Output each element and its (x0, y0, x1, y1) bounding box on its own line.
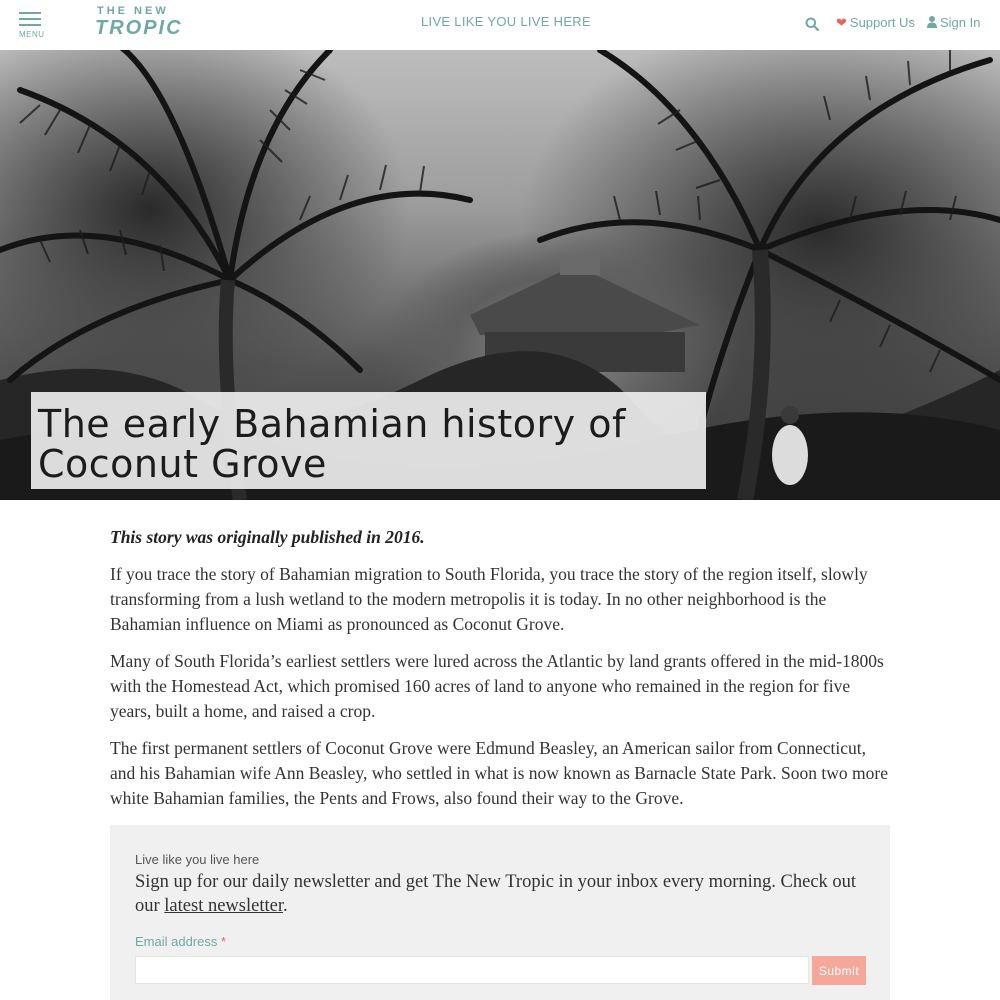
support-us-label: Support Us (849, 15, 915, 30)
publication-note: This story was originally published in 2016. (110, 527, 425, 547)
newsletter-text: Sign up for our daily newsletter and get The New Tropic in your inbox every morning. Check out our (135, 872, 857, 916)
newsletter-signup (110, 825, 890, 1000)
latest-newsletter-link[interactable]: latest newsletter (164, 896, 283, 916)
sign-in-label: Sign In (940, 15, 981, 30)
newsletter-description (135, 870, 865, 918)
menu-button[interactable] (19, 9, 45, 41)
newsletter-kicker: Live like you live here (135, 852, 260, 867)
user-icon (927, 16, 937, 31)
heart-icon: ❤ (836, 15, 847, 30)
article-paragraph: Many of South Florida’s earliest settlers were lured across the Atlantic by land grants offered in the mid-1800s with the Homestead Act, which promised 160 acres of land to anyone who remained in the region for five years, built a home, and raised a crop. (110, 651, 884, 721)
article-title: The early Bahamian history of Coconut Grove (38, 402, 626, 486)
menu-label: MENU (19, 30, 45, 39)
required-asterisk: * (221, 934, 227, 949)
search-icon[interactable] (805, 17, 819, 31)
site-logo[interactable] (95, 5, 183, 41)
article-paragraph: The first permanent settlers of Coconut Grove were Edmund Beasley, an American sailor from Connecticut, and his Bahamian wife Ann Beasley, who settled in what is now known as Barnacle State Park. Soon two more white Bahamian families, the Pents and Frows, also found their way to the Grove. (110, 738, 888, 808)
logo-line-2: TROPIC (95, 17, 183, 39)
hamburger-icon (19, 12, 41, 14)
newsletter-text-end: . (282, 896, 288, 916)
email-field[interactable] (135, 956, 809, 984)
email-field-label (135, 934, 226, 949)
email-label-text: Email address (135, 934, 218, 949)
support-us-link[interactable] (836, 15, 915, 31)
sign-in-link[interactable] (927, 15, 980, 31)
article-body (110, 525, 890, 823)
article-paragraph: If you trace the story of Bahamian migration to South Florida, you trace the story of the region itself, slowly transforming from a lush wetland to the modern metropolis it is today. In no other neighborhood is the Bahamian influence on Miami as pronounced as Coconut Grove. (110, 564, 868, 634)
logo-line-1: THE NEW (97, 5, 169, 17)
hamburger-icon-bar (19, 24, 41, 26)
hero-image (0, 50, 1000, 500)
site-header (0, 0, 1000, 50)
hero-title-box (31, 392, 706, 489)
hamburger-icon-bar (19, 18, 41, 20)
site-tagline[interactable]: LIVE LIKE YOU LIVE HERE (421, 14, 591, 29)
submit-button[interactable]: Submit (812, 956, 866, 985)
